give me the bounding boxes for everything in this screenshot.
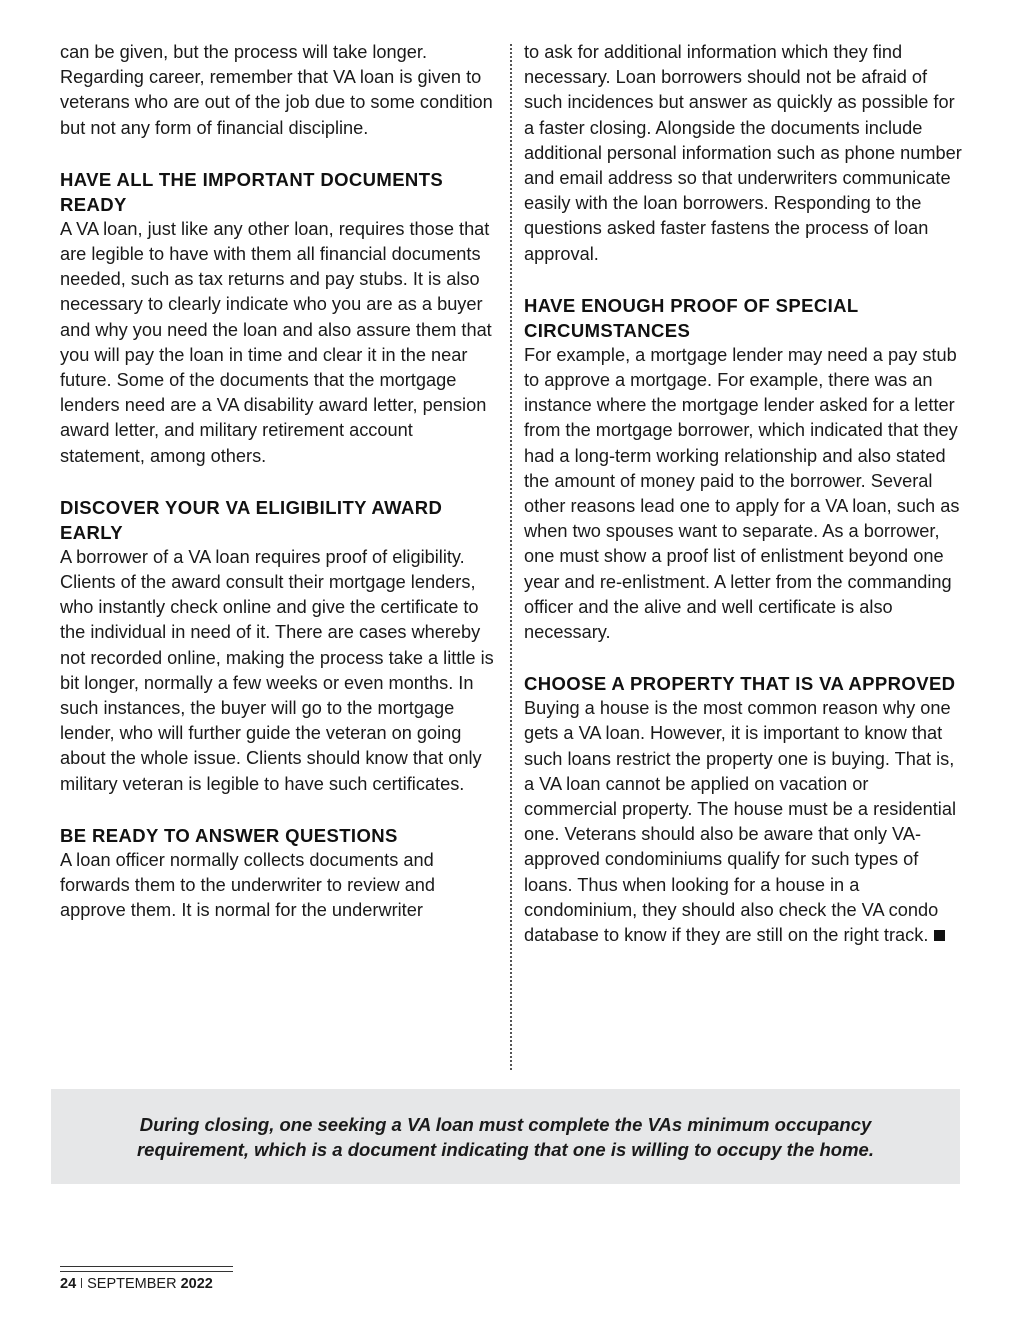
page-number: 24 bbox=[60, 1276, 77, 1292]
heading-circumstances: HAVE ENOUGH PROOF OF SPECIAL CIRCUMSTANCES bbox=[524, 294, 859, 341]
page-footer bbox=[60, 1276, 213, 1292]
intro-paragraph: can be given, but the process will take longer. Regarding career, remember that VA loan is given to veterans who are out of the job due to some condition but not any form of financial discipline. bbox=[60, 42, 493, 138]
footer-rule bbox=[60, 1266, 233, 1272]
body-circumstances: For example, a mortgage lender may need a pay stub to approve a mortgage. For example, there was an instance where the mortgage lender asked for a letter from the mortgage borrower, which indicated that they had a long-term working relationship and also stated the amount of money paid to the borrower. Several other reasons lead one to apply for a VA loan, such as when two spouses want to separate. As a borrower, one must show a proof list of enlistment beyond one year and re-enlistment. A letter from the commanding officer and the alive and well certificate is also necessary. bbox=[524, 344, 960, 643]
pull-quote: During closing, one seeking a VA loan must complete the VAs minimum occupancy requirement, which is a document indicating that one is willing to occupy the home. bbox=[136, 1113, 874, 1160]
heading-documents: HAVE ALL THE IMPORTANT DOCUMENTS READY bbox=[60, 168, 444, 215]
end-mark-icon bbox=[934, 930, 945, 941]
heading-questions: BE READY TO ANSWER QUESTIONS bbox=[60, 824, 398, 846]
body-documents: A VA loan, just like any other loan, requires those that are legible to have with them all financial documents needed, such as tax returns and pay stubs. It is also necessary to clearly indicate who you are as a buyer and why you need the loan and also assure them that you will pay the loan in time and clear it in the near future. Some of the documents that the mortgage lenders need are a VA disability award letter, pension award letter, and military retirement account statement, among others. bbox=[60, 218, 492, 466]
body-property-wrap bbox=[524, 696, 964, 948]
footer-year: 2022 bbox=[180, 1276, 213, 1292]
footer-separator bbox=[81, 1278, 82, 1288]
heading-eligibility: DISCOVER YOUR VA ELIGIBILITY AWARD EARLY bbox=[60, 496, 443, 543]
pull-quote-box bbox=[51, 1089, 960, 1184]
footer-month: SEPTEMBER bbox=[87, 1276, 177, 1292]
column-divider bbox=[510, 44, 512, 1070]
body-eligibility: A borrower of a VA loan requires proof of eligibility. Clients of the award consult their mortgage lenders, who instantly check online and give the certificate to the individual in need of it. There are cases whereby not recorded online, making the process take a little is bit longer, normally a few weeks or even months. In such instances, the buyer will go to the mortgage lender, who will further guide the veteran on going about the whole issue. Clients should know that only military veteran is legible to have such certificates. bbox=[60, 546, 494, 794]
continued-paragraph: to ask for additional information which they find necessary. Loan borrowers should not be afraid of such incidences but answer as quickly as possible for a faster closing. Alongside the documents include additional personal information such as phone number and email address so that underwriters communicate easily with the loan borrowers. Responding to the questions asked faster fastens the process of loan approval. bbox=[524, 42, 962, 264]
body-property: Buying a house is the most common reason why one gets a VA loan. However, it is important to know that such loans restrict the property one is buying. That is, a VA loan cannot be applied on vacation or commercial property. The house must be a residential one. Veterans should also be aware that only VA-approved condominiums qualify for such types of loans. Thus when looking for a house in a condominium, they should also check the VA condo database to know if they are still on the right track. bbox=[524, 698, 956, 946]
body-questions: A loan officer normally collects documents and forwards them to the underwriter to review and approve them. It is normal for the underwriter bbox=[60, 849, 436, 921]
left-column bbox=[60, 40, 500, 923]
right-column bbox=[524, 40, 964, 948]
heading-property: CHOOSE A PROPERTY THAT IS VA APPROVED bbox=[524, 673, 956, 695]
